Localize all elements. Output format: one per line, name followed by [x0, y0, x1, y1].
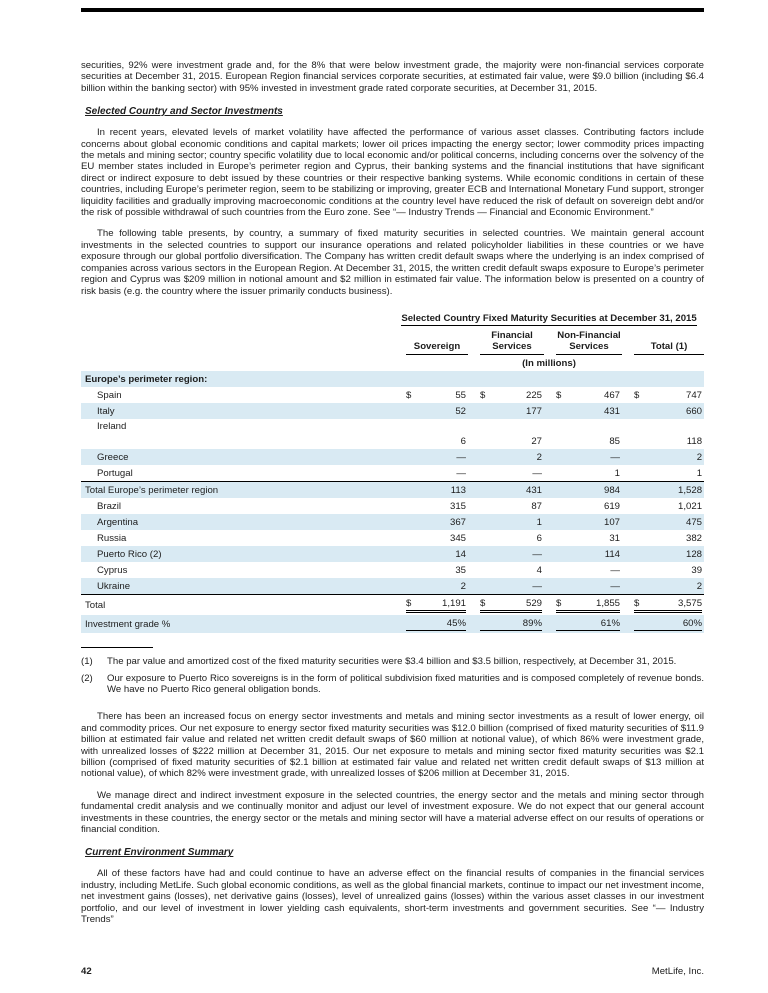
cell-value: 1 [614, 467, 620, 479]
table-cell [394, 578, 468, 595]
table-cell [394, 449, 468, 465]
row-label: Investment grade % [85, 618, 171, 630]
table-cell [394, 387, 468, 403]
table-cell [468, 578, 544, 595]
page-number: 42 [81, 966, 92, 977]
table-cell [622, 498, 704, 514]
table-row [81, 387, 704, 403]
table-cell [622, 562, 704, 578]
table-cell [468, 403, 544, 419]
column-header-sovereign: Sovereign [406, 342, 468, 356]
table-cell [622, 387, 704, 403]
table-cell [622, 530, 704, 546]
table-cell [544, 595, 622, 616]
table-cell [468, 482, 544, 499]
table-row [81, 530, 704, 546]
table-cell [622, 514, 704, 530]
cell-value: 6 [460, 435, 466, 447]
table-cell [544, 449, 622, 465]
row-label: Puerto Rico (2) [97, 548, 162, 560]
cell-value: 1 [536, 516, 542, 528]
paragraph-market-volatility: In recent years, elevated levels of market volatility have affected the performance of various asset classes. Contributing factors include concerns about global economic conditions and capital markets; lower oil prices impacting the energy sector; lower commodity prices impacting the metals and mining sector; country specific volatility due to local economic and/or political concerns, including concerns over the solvency of the EU member states included in Europe’s perimeter region and Cyprus, their banking systems and the financial institutions that have significant direct or indirect exposure to debt issued by these countries or their respective banking systems. While economic conditions in certain of these countries, including Europe’s perimeter region, seem to be stabilizing or improving, greater ECB and International Monetary Fund support, stronger liquidity facilities and gradually improving macroeconomic conditions at the country level have reduced the risk of default on sovereign debt and/or the risk of possible withdrawal of such countries from the Euro zone. See “— Industry Trends — Financial and Economic Environment.” [81, 127, 704, 219]
footnotes [81, 656, 704, 695]
cell-value: 747 [686, 389, 703, 401]
paragraph-table-intro: The following table presents, by country, a summary of fixed maturity securities in selected countries. We maintain general account investments in the selected countries to support our insurance operations and related policyholder liabilities in these countries or we have exposure through our global portfolio diversification. The Company has written credit default swaps where the underlying is an index comprised of companies across various sectors in the European Region. At December 31, 2015, the written credit default swaps exposure to Europe’s perimeter region and Cyprus was $209 million in notional amount and $2 million in estimated fair value. The information below is presented on a country of risk basis (e.g. the country where the issuer primarily conducts business). [81, 228, 704, 297]
column-header-non-financial-services: Non-Financial Services [556, 331, 622, 355]
cell-value: 1,021 [678, 500, 703, 512]
currency-symbol: $ [480, 389, 486, 401]
table-cell [544, 419, 622, 449]
cell-value: 61% [600, 617, 620, 629]
column-header-total: Total (1) [634, 342, 704, 356]
cell-value: 87 [531, 500, 542, 512]
country-table-body [81, 313, 704, 633]
spacer-cell [81, 329, 394, 355]
cell-value: 35 [455, 564, 466, 576]
table-cell [468, 498, 544, 514]
table-cell [468, 465, 544, 482]
cell-value: 367 [449, 516, 466, 528]
table-cell [394, 419, 468, 449]
cell-value: 113 [450, 484, 466, 496]
table-row [81, 562, 704, 578]
cell-value: 619 [603, 500, 620, 512]
cell-value: 60% [682, 617, 703, 629]
currency-symbol: $ [480, 597, 486, 609]
row-label: Argentina [97, 516, 139, 528]
footnote-marker: (1) [81, 656, 93, 668]
cell-value: 4 [536, 564, 542, 576]
cell-value: 431 [525, 484, 542, 496]
cell-value: 984 [603, 484, 620, 496]
row-label: Total Europe’s perimeter region [81, 482, 394, 499]
table-cell [468, 449, 544, 465]
row-label: Ireland [97, 421, 127, 433]
cell-value: 382 [686, 532, 703, 544]
table-cell [622, 615, 704, 633]
table-cell [468, 387, 544, 403]
currency-symbol: $ [556, 597, 562, 609]
cell-value: 107 [603, 516, 620, 528]
footnote-1 [81, 656, 704, 667]
cell-value: 27 [531, 435, 542, 447]
cell-value: — [456, 451, 466, 463]
table-cell [468, 530, 544, 546]
cell-value: — [532, 580, 542, 592]
cell-value: — [456, 467, 466, 479]
table-units-row [81, 355, 704, 371]
currency-symbol: $ [406, 389, 412, 401]
page-top-rule [81, 8, 704, 12]
row-label: Europe’s perimeter region: [85, 373, 208, 385]
selected-country-fixed-maturity-table [81, 313, 704, 633]
table-cell [622, 465, 704, 482]
cell-value: 128 [686, 548, 703, 560]
cell-value: — [610, 451, 620, 463]
cell-value: 431 [603, 405, 620, 417]
cell-value: 2 [460, 580, 466, 592]
page-footer [81, 966, 704, 977]
cell-value: 39 [691, 564, 703, 576]
cell-value: 315 [449, 500, 466, 512]
cell-value: — [610, 580, 620, 592]
footer-company-name: MetLife, Inc. [651, 966, 704, 977]
currency-symbol: $ [556, 389, 562, 401]
table-cell [622, 578, 704, 595]
footnote-marker: (2) [81, 672, 93, 684]
table-row [81, 465, 704, 482]
table-cell [468, 562, 544, 578]
currency-symbol: $ [406, 597, 412, 609]
row-label: Total [81, 595, 394, 616]
cell-value: 89% [522, 617, 542, 629]
table-row [81, 514, 704, 530]
table-cell [622, 403, 704, 419]
table-title: Selected Country Fixed Maturity Securities at December 31, 2015 [401, 312, 697, 324]
table-header-row [81, 329, 704, 355]
footnote-separator [81, 647, 153, 648]
table-cell [622, 482, 704, 499]
table-cell [544, 498, 622, 514]
cell-value: 225 [525, 389, 542, 401]
cell-value: — [610, 564, 620, 576]
cell-value: 2 [536, 451, 542, 463]
table-row [81, 615, 704, 633]
cell-value: — [532, 467, 542, 479]
units-label: (In millions) [522, 358, 576, 370]
cell-value: 345 [449, 532, 466, 544]
table-cell [544, 562, 622, 578]
table-cell [394, 514, 468, 530]
table-cell [394, 403, 468, 419]
column-header-financial-services: Financial Services [480, 331, 544, 355]
table-row [81, 403, 704, 419]
cell-value: 529 [525, 597, 542, 609]
table-cell [622, 419, 704, 449]
cell-value: 177 [525, 405, 542, 417]
table-cell [394, 595, 468, 616]
cell-value: 1 [696, 467, 703, 479]
cell-value: 2 [696, 580, 703, 592]
row-label: Brazil [97, 500, 121, 512]
cell-value: 114 [604, 548, 620, 560]
cell-value: 2 [696, 451, 703, 463]
table-cell [394, 546, 468, 562]
table-cell [468, 514, 544, 530]
table-row [81, 419, 704, 449]
heading-selected-country-and-sector-investments: Selected Country and Sector Investments [85, 106, 283, 118]
table-cell [544, 403, 622, 419]
row-label: Russia [97, 532, 127, 544]
table-row [81, 595, 704, 616]
footnote-text: Our exposure to Puerto Rico sovereigns is in the form of political subdivision fixed maturities and is composed completely of revenue bonds. We have no Puerto Rico general obligation bonds. [107, 672, 704, 695]
table-cell [544, 546, 622, 562]
currency-symbol: $ [634, 389, 640, 401]
table-cell [544, 578, 622, 595]
row-label: Cyprus [97, 564, 128, 576]
table-cell [468, 419, 544, 449]
paragraph-energy-metals-exposure: There has been an increased focus on energy sector investments and metals and mining sector investments as a result of lower energy, oil and commodity prices. Our net exposure to energy sector fixed maturity securities was $12.0 billion (comprised of fixed maturity securities of $11.9 billion at estimated fair value and related net written credit default swaps of $60 million at notional value), of which 86% were investment grade, with unrealized losses of $222 million at December 31, 2015. Our net exposure to metals and mining sector fixed maturity securities was $2.1 billion (comprised of fixed maturity securities of $2.1 billion at estimated fair value and related net written credit default swaps of $13 million at notional value), of which 82% were investment grade, with unrealized losses of $206 million at December 31, 2015. [81, 711, 704, 780]
table-cell [622, 595, 704, 616]
cell-value: 14 [455, 548, 466, 560]
cell-value: 31 [609, 532, 620, 544]
row-label: Ukraine [97, 580, 131, 592]
cell-value: 660 [686, 405, 703, 417]
cell-value: 475 [686, 516, 703, 528]
table-cell [394, 465, 468, 482]
footnote-2 [81, 673, 704, 696]
cell-value: 3,575 [678, 597, 703, 609]
table-cell [544, 482, 622, 499]
table-cell [394, 615, 468, 633]
cell-value: 52 [455, 405, 466, 417]
cell-value: 55 [455, 389, 466, 401]
paragraph-manage-exposure: We manage direct and indirect investment exposure in the selected countries, the energy sector and the metals and mining sector through fundamental credit analysis and we continually monitor and adjust our level of investment exposure. We do not expect that our general account investments in these countries, the energy sector or the metals and mining sector will have a material adverse effect on our results of operations or financial condition. [81, 789, 704, 835]
spacer-cell [81, 313, 394, 329]
cell-value: 1,855 [595, 597, 620, 609]
currency-symbol: $ [634, 597, 640, 609]
table-cell [544, 530, 622, 546]
cell-value: 1,528 [678, 484, 703, 496]
cell-value: 6 [536, 532, 542, 544]
table-cell [622, 449, 704, 465]
paragraph-current-environment: All of these factors have had and could continue to have an adverse effect on the financial results of companies in the financial services industry, including MetLife. Such global economic conditions, as well as the global financial markets, continue to impact our net investment income, net investment gains (losses), net derivative gains (losses), level of unrealized gains (losses) within the various asset classes in our investment portfolio, and our level of investment in lower yielding cash equivalents, short-term investments and government securities. See “— Industry Trends” [81, 868, 704, 925]
row-label: Spain [97, 389, 122, 401]
paragraph-securities-continuation: securities, 92% were investment grade and, for the 8% that were below investment grade, the majority were non-financial services corporate securities at December 31, 2015. European Region financial services corporate securities, at estimated fair value, were $9.0 billion (including $6.4 billion within the banking sector) with 95% invested in investment grade rated corporate securities, at December 31, 2015. [81, 60, 704, 94]
cell-value: 1,191 [441, 597, 466, 609]
row-label: Portugal [97, 467, 133, 479]
table-cell [468, 595, 544, 616]
table-cell [544, 615, 622, 633]
table-cell [544, 387, 622, 403]
table-cell [394, 530, 468, 546]
spacer-cell [81, 355, 394, 371]
row-label: Italy [97, 405, 115, 417]
row-label: Greece [97, 451, 129, 463]
table-row [81, 498, 704, 514]
table-cell [394, 562, 468, 578]
table-row [81, 546, 704, 562]
table-cell [468, 615, 544, 633]
table-cell [468, 546, 544, 562]
cell-value: — [532, 548, 542, 560]
table-row [81, 371, 704, 387]
table-row [81, 482, 704, 499]
cell-value: 467 [603, 389, 620, 401]
table-cell [622, 546, 704, 562]
heading-current-environment-summary: Current Environment Summary [85, 847, 234, 859]
table-cell [394, 498, 468, 514]
cell-value: 85 [609, 435, 620, 447]
table-row [81, 449, 704, 465]
cell-value: 118 [686, 435, 703, 447]
table-cell [544, 514, 622, 530]
cell-value: 45% [446, 617, 466, 629]
table-row [81, 578, 704, 595]
footnote-text: The par value and amortized cost of the fixed maturity securities were $3.4 billion and $3.5 billion, respectively, at December 31, 2015. [107, 656, 677, 668]
table-cell [394, 482, 468, 499]
table-cell [544, 465, 622, 482]
table-title-row [81, 313, 704, 329]
